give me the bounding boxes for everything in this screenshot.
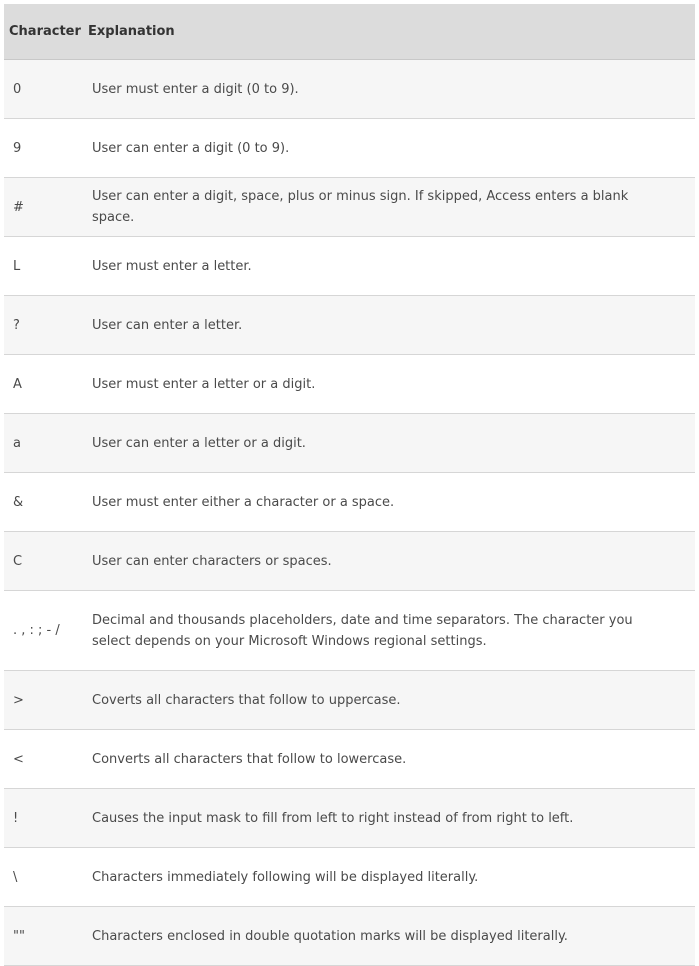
table-row bbox=[4, 671, 695, 730]
character-cell: \ bbox=[4, 848, 88, 907]
table-row bbox=[4, 730, 695, 789]
table-row bbox=[4, 414, 695, 473]
explanation-cell: User can enter a letter or a digit. bbox=[88, 414, 695, 473]
table-row bbox=[4, 907, 695, 966]
input-mask-table-container bbox=[4, 4, 695, 966]
table-row bbox=[4, 237, 695, 296]
table-row bbox=[4, 178, 695, 237]
character-cell: a bbox=[4, 414, 88, 473]
table-row bbox=[4, 789, 695, 848]
input-mask-characters-table bbox=[4, 4, 695, 966]
character-cell: . , : ; - / bbox=[4, 591, 88, 671]
character-cell: ? bbox=[4, 296, 88, 355]
column-header-character: Character bbox=[4, 4, 88, 60]
explanation-cell: User can enter a digit, space, plus or minus sign. If skipped, Access enters a blank space. bbox=[88, 178, 695, 237]
explanation-cell: User must enter a digit (0 to 9). bbox=[88, 60, 695, 119]
table-header-row bbox=[4, 4, 695, 60]
character-cell: "" bbox=[4, 907, 88, 966]
explanation-cell: Coverts all characters that follow to uppercase. bbox=[88, 671, 695, 730]
character-cell: & bbox=[4, 473, 88, 532]
table-row bbox=[4, 473, 695, 532]
character-cell: # bbox=[4, 178, 88, 237]
explanation-cell: User must enter a letter. bbox=[88, 237, 695, 296]
table-row bbox=[4, 119, 695, 178]
character-cell: < bbox=[4, 730, 88, 789]
explanation-cell: User must enter a letter or a digit. bbox=[88, 355, 695, 414]
character-cell: C bbox=[4, 532, 88, 591]
character-cell: L bbox=[4, 237, 88, 296]
table-row bbox=[4, 355, 695, 414]
explanation-cell: User must enter either a character or a space. bbox=[88, 473, 695, 532]
explanation-cell: User can enter a digit (0 to 9). bbox=[88, 119, 695, 178]
character-cell: 0 bbox=[4, 60, 88, 119]
explanation-cell: User can enter characters or spaces. bbox=[88, 532, 695, 591]
explanation-cell: User can enter a letter. bbox=[88, 296, 695, 355]
table-row bbox=[4, 296, 695, 355]
character-cell: A bbox=[4, 355, 88, 414]
table-row bbox=[4, 532, 695, 591]
explanation-cell: Causes the input mask to fill from left to right instead of from right to left. bbox=[88, 789, 695, 848]
column-header-explanation: Explanation bbox=[88, 4, 695, 60]
explanation-cell: Converts all characters that follow to lowercase. bbox=[88, 730, 695, 789]
table-row bbox=[4, 848, 695, 907]
table-row bbox=[4, 591, 695, 671]
character-cell: > bbox=[4, 671, 88, 730]
explanation-cell: Decimal and thousands placeholders, date and time separators. The character you select depends on your Microsoft Windows regional settings. bbox=[88, 591, 695, 671]
character-cell: 9 bbox=[4, 119, 88, 178]
explanation-cell: Characters enclosed in double quotation marks will be displayed literally. bbox=[88, 907, 695, 966]
table-row bbox=[4, 60, 695, 119]
character-cell: ! bbox=[4, 789, 88, 848]
explanation-cell: Characters immediately following will be displayed literally. bbox=[88, 848, 695, 907]
